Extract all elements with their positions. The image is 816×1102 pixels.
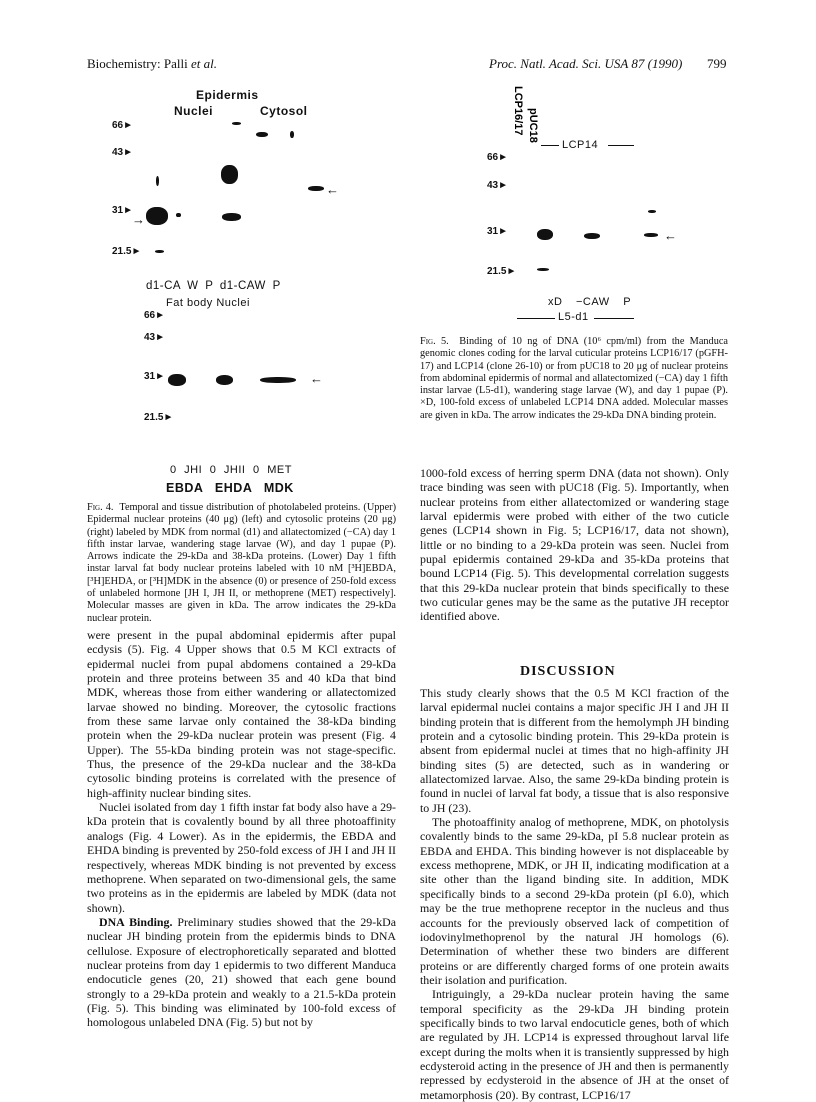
left-paragraph-1: were present in the pupal abdominal epidermis after pupal ecdysis (5). Fig. 4 Upper shows that 0.5 M KCl extracts of epidermal nuclei from pupal abdomens contained a 29-kDa protein and three proteins between 35 and 40 kDa that bind MDK, whereas those from either wandering or allatectomized larvae showed no binding. Moreover, the cytosolic fractions from these same larvae only contained the 38-kDa binding protein when the 29-kDa nuclear protein was present (Fig. 4 Upper). The 55-kDa binding protein was not stage-specific. Thus, the presence of the 29-kDa nuclear and the 38-kDa cytosolic binding proteins is correlated with the presence of high-affinity nuclear binding sites. bbox=[87, 628, 396, 800]
fig4-mw-21-5: 21.5► bbox=[112, 246, 142, 257]
fig5-rule-left bbox=[541, 145, 559, 146]
fig4-lower-mw-43: 43► bbox=[144, 332, 166, 343]
fig4-lower-mw-21-5: 21.5► bbox=[144, 412, 174, 423]
fig4-mw-31: 31► bbox=[112, 205, 134, 216]
fig4-lower-mw-66: 66► bbox=[144, 310, 166, 321]
discussion-heading: DISCUSSION bbox=[520, 664, 616, 679]
fig5-lane-labels: xD −CAW P bbox=[548, 296, 632, 308]
fig4-lower-mw-31: 31► bbox=[144, 371, 166, 382]
fig5-mw-21-5: 21.5► bbox=[487, 266, 517, 277]
fig5-lane-lcp16: LCP16/17 bbox=[512, 86, 524, 136]
fig4-epidermis-title: Epidermis bbox=[196, 88, 259, 102]
gel-band bbox=[256, 132, 268, 137]
fig4-mw-43: 43► bbox=[112, 147, 134, 158]
gel-band bbox=[155, 250, 164, 253]
fig4-mw-66: 66► bbox=[112, 120, 134, 131]
left-paragraph-2: Nuclei isolated from day 1 fifth instar fat body also have a 29-kDa protein that is covalently bound by all three photoaffinity analogs (Fig. 4 Lower). As in the epidermis, the EBDA and EHDA binding is prevented by 250-fold excess of JH I and JH II respectively, whereas MDK binding is not prevented by excess methoprene. When separated on two-dimensional gels, the same two proteins as in the epidermis are labeled by MDK (data not shown). bbox=[87, 800, 396, 915]
right-paragraph-3: The photoaffinity analog of methoprene, MDK, on photolysis covalently binds to the same 29-kDa, pI 5.8 nuclear protein as EBDA and EHDA. This binding however is not displaceable by excess methoprene, MDK, or JH II, indicating modification at a site other than the ligand binding site. In addition, MDK specifically binds to a second 29-kDa protein (pI 6.0), which may be the true methoprene receptor in the nucleus and thus accounts for the previously observed lack of competition of iodovinylmethoprenol by the natural JH homologs (6). Determination of whether these two binders are different proteins or are differently charged forms of one protein awaits their isolation and purification. bbox=[420, 815, 729, 987]
fig4-arrow-29kda: → bbox=[132, 212, 145, 227]
right-paragraph-1: 1000-fold excess of herring sperm DNA (data not shown). Only trace binding was seen with pUC18 (Fig. 5). Importantly, when nuclear proteins from either allatectomized or wandering stage larval epidermis were probed with either of the two cuticle genes (LCP14 shown in Fig. 5; LCP16/17, data not shown), little or no binding to a 29-kDa protein was seen. Nuclei from pupal epidermis contained 29-kDa and 35-kDa proteins that bound LCP14 (Fig. 5). This developmental correlation suggests that this 29-kDa nuclear protein that binds specifically to these two cuticular genes may be the same as the putative JH receptor identified above. bbox=[420, 466, 729, 624]
right-paragraph-2: This study clearly shows that the 0.5 M KCl fraction of the larval epidermal nuclei contains a major specific JH I and JH II binding protein that is different from the hemolymph JH binding protein and a cytosolic binding protein. This 29-kDa protein is absent from epidermal nuclei at times that no high-affinity JH binding sites (5) are detected, such as in wandering or allatectomized larvae. Also, the same 29-kDa binding protein is found in nuclei of larval fat body, a tissue that is also responsive to JH (23). bbox=[420, 686, 729, 815]
fig5-group-rule-left bbox=[517, 318, 555, 319]
gel-band bbox=[156, 176, 159, 186]
fig4-nuclei-label: Nuclei bbox=[174, 104, 214, 118]
gel-band bbox=[176, 213, 181, 217]
right-paragraph-4: Intriguingly, a 29-kDa nuclear protein having the same temporal specificity as the 29-kDa JH binding protein specifically binds to two larval endocuticle genes, both of which are regulated by JH. LCP14 is expressed throughout larval life except during the molts when it is transiently suppressed by high ecdysteroid acting in the presence of JH and then is permanently repressed by ecdysteroid in the absence of JH at the onset of metamorphosis (20). By contrast, LCP16/17 bbox=[420, 987, 729, 1102]
gel-band bbox=[221, 165, 238, 184]
dna-binding-heading: DNA Binding. bbox=[99, 914, 173, 929]
fig5-mw-43: 43► bbox=[487, 180, 509, 191]
left-body-column bbox=[87, 628, 396, 1030]
gel-band bbox=[290, 131, 294, 138]
gel-band bbox=[260, 377, 296, 383]
left-paragraph-3: DNA Binding. Preliminary studies showed that the 29-kDa nuclear JH binding protein from the epidermis binds to DNA cellulose. Exposure of electrophoretically separated and blotted nuclear proteins from day 1 epidermis to two different Manduca endocuticle genes (20, 21) showed that each gene bound strongly to a 29-kDa protein and weakly to a 21.5-kDa protein (Fig. 5). This binding was eliminated by 100-fold excess of homologous unlabeled DNA (Fig. 5) but not by bbox=[87, 914, 396, 1030]
page-number: 799 bbox=[707, 56, 727, 71]
fig4-lane-labels-upper: d1-CA W P d1-CAW P bbox=[146, 280, 281, 292]
fig4-arrow-38kda: ← bbox=[326, 182, 339, 197]
gel-band bbox=[644, 233, 658, 237]
fig5-caption: Fig. 5. Binding of 10 ng of DNA (10⁶ cpm/ml) from the Manduca genomic clones coding for the larval cuticular proteins LCP16/17 (pGFH-17) and LCP14 (clone 26-10) or from pUC18 to 20 μg of nuclear proteins from abdominal epidermis of normal and allatectomized (−CA) day 1 fifth instar larvae (L5-d1), wandering stage larvae (W), and day 1 pupae (P). ×D, 100-fold excess of unlabeled LCP14 DNA added. Molecular masses are given in kDa. The arrow indicates the 29-kDa DNA binding protein. bbox=[420, 336, 728, 421]
gel-band bbox=[308, 186, 324, 191]
fig4-fatbody-title: Fat body Nuclei bbox=[166, 297, 250, 309]
gel-band bbox=[537, 268, 549, 271]
running-head-journal: Proc. Natl. Acad. Sci. USA 87 (1990) bbox=[489, 56, 683, 71]
gel-band bbox=[168, 374, 186, 386]
gel-band bbox=[648, 210, 656, 213]
fig4-lower-arrow: ← bbox=[310, 371, 323, 386]
gel-band bbox=[146, 207, 168, 225]
right-body-column-bottom bbox=[420, 686, 729, 1102]
fig5-lcp14-label: LCP14 bbox=[562, 139, 599, 151]
fig5-arrow: ← bbox=[664, 228, 677, 243]
right-body-column-top bbox=[420, 466, 729, 624]
gel-band bbox=[232, 122, 241, 125]
fig4-caption: Fig. 4. Temporal and tissue distribution of photolabeled proteins. (Upper) Epidermal nuclear proteins (40 μg) (left) and cytosolic proteins (20 μg) (right) labeled by MDK from normal (d1) and allatectomized (−CA) day 1 fifth instar larvae, wandering stage larvae (W), and day 1 pupae (P). Arrows indicate the 29-kDa and 38-kDa proteins. (Lower) Day 1 fifth instar larval fat body nuclear proteins labeled with 10 nM [³H]EBDA, [³H]EHDA, or [³H]MDK in the absence (0) or presence of 250-fold excess of unlabeled hormone [JH I, JH II, or methoprene (MET) respectively]. Molecular masses are given in kDa. The arrow indicates the 29-kDa nuclear protein. bbox=[87, 502, 397, 624]
gel-band bbox=[537, 229, 553, 240]
fig5-mw-66: 66► bbox=[487, 152, 509, 163]
fig4-group-labels: EBDA EHDA MDK bbox=[166, 481, 294, 495]
fig5-rule-right bbox=[608, 145, 634, 146]
fig5-group-label: L5-d1 bbox=[558, 311, 589, 323]
running-head-left: Biochemistry: Palli et al. bbox=[87, 56, 217, 71]
fig5-vertical-labels bbox=[505, 84, 539, 154]
fig5-lane-puc18: pUC18 bbox=[527, 108, 539, 143]
fig4-cytosol-label: Cytosol bbox=[260, 104, 308, 118]
gel-band bbox=[222, 213, 241, 221]
gel-band bbox=[584, 233, 600, 239]
fig5-group-rule-right bbox=[594, 318, 634, 319]
gel-band bbox=[216, 375, 233, 385]
fig4-lane-labels-lower: 0 JHI 0 JHII 0 MET bbox=[170, 464, 292, 476]
fig5-mw-31: 31► bbox=[487, 226, 509, 237]
